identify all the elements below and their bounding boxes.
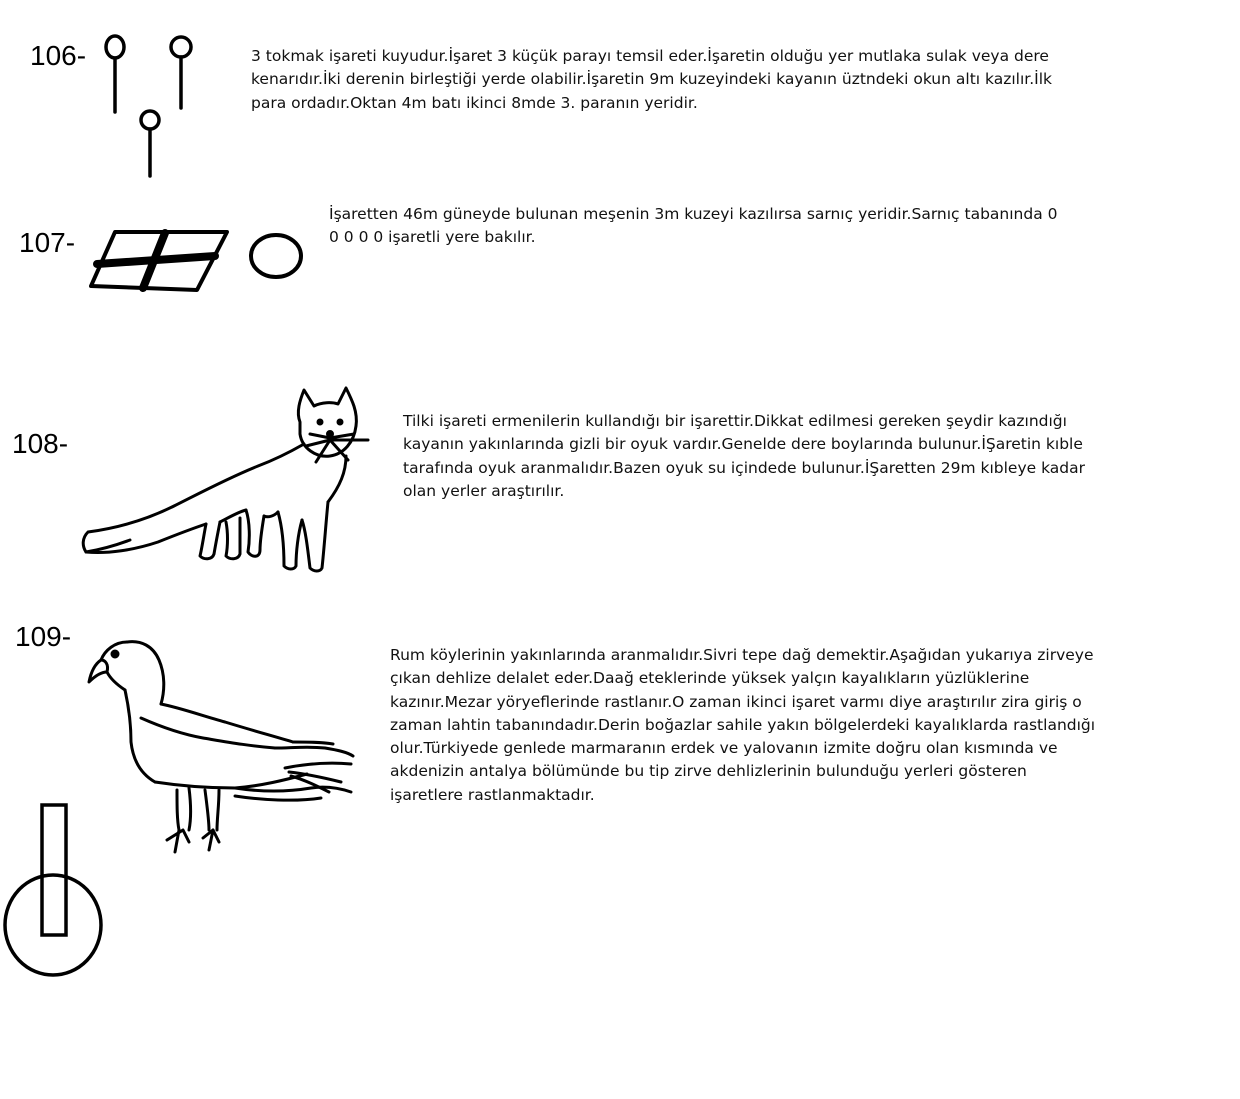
- entry-description: Tilki işareti ermenilerin kullandığı bir işarettir.Dikkat edilmesi gereken şeydir kazındığı kayanın yakınlarında gizli bir oyuk vardır.Genelde dere boylarında bulunur.İŞaretin kıble tarafında oyuk aranmalıdır.Bazen oyuk su içindede bulunur.İŞaretten 29m kıbleye kadar olan yerler araştırılır.: [403, 412, 1085, 500]
- entry-number: 108-: [12, 428, 69, 459]
- entry-number: 106-: [30, 40, 87, 71]
- entry-number: 109-: [15, 621, 72, 652]
- entry-description: Rum köylerinin yakınlarında aranmalıdır.Sivri tepe dağ demektir.Aşağıdan yukarıya zirveye çıkan dehlize delalet eder.Daağ eteklerinde yüksek yalçın kayalıkların yüzlüklerine kazınır.Mezar yöryeflerinde rastlanır.O zaman ikinci işaret varmı diye araştırılır zira giriş o zaman lahtin tabanındadır.Derin boğazlar sahile yakın bölgelerdeki kayalıklarda rastlandığı olur.Türkiyede genlede marmaranın erdek ve yalovanın izmite doğru olan kısmında ve akdenizin antalya bölümünde bu tip zirve dehlizlerinin bulunduğu yerleri gösteren işaretlere rastlanmaktadır.: [390, 646, 1096, 804]
- circle-with-bar-icon: [2, 800, 112, 980]
- entry-description: 3 tokmak işareti kuyudur.İşaret 3 küçük parayı temsil eder.İşaretin olduğu yer mutlaka sulak veya dere kenarıdır.İki derenin birleştiği yerde olabilir.İşaretin 9m kuzeyindeki kayanın üztndeki okun altı kazılır.İlk para ordadır.Oktan 4m batı ikinci 8mde 3. paranın yeridir.: [251, 47, 1052, 112]
- three-pin-markers-icon: [95, 30, 215, 180]
- fox-icon: [78, 382, 378, 577]
- entry-number: 107-: [19, 227, 76, 258]
- entry-description: İşaretten 46m güneyde bulunan meşenin 3m kuzeyi kazılırsa sarnıç yeridir.Sarnıç tabanında 0 0 0 0 0 işaretli yere bakılır.: [329, 205, 1058, 247]
- cross-parallelogram-and-circle-icon: [85, 222, 315, 302]
- eagle-icon: [85, 630, 365, 860]
